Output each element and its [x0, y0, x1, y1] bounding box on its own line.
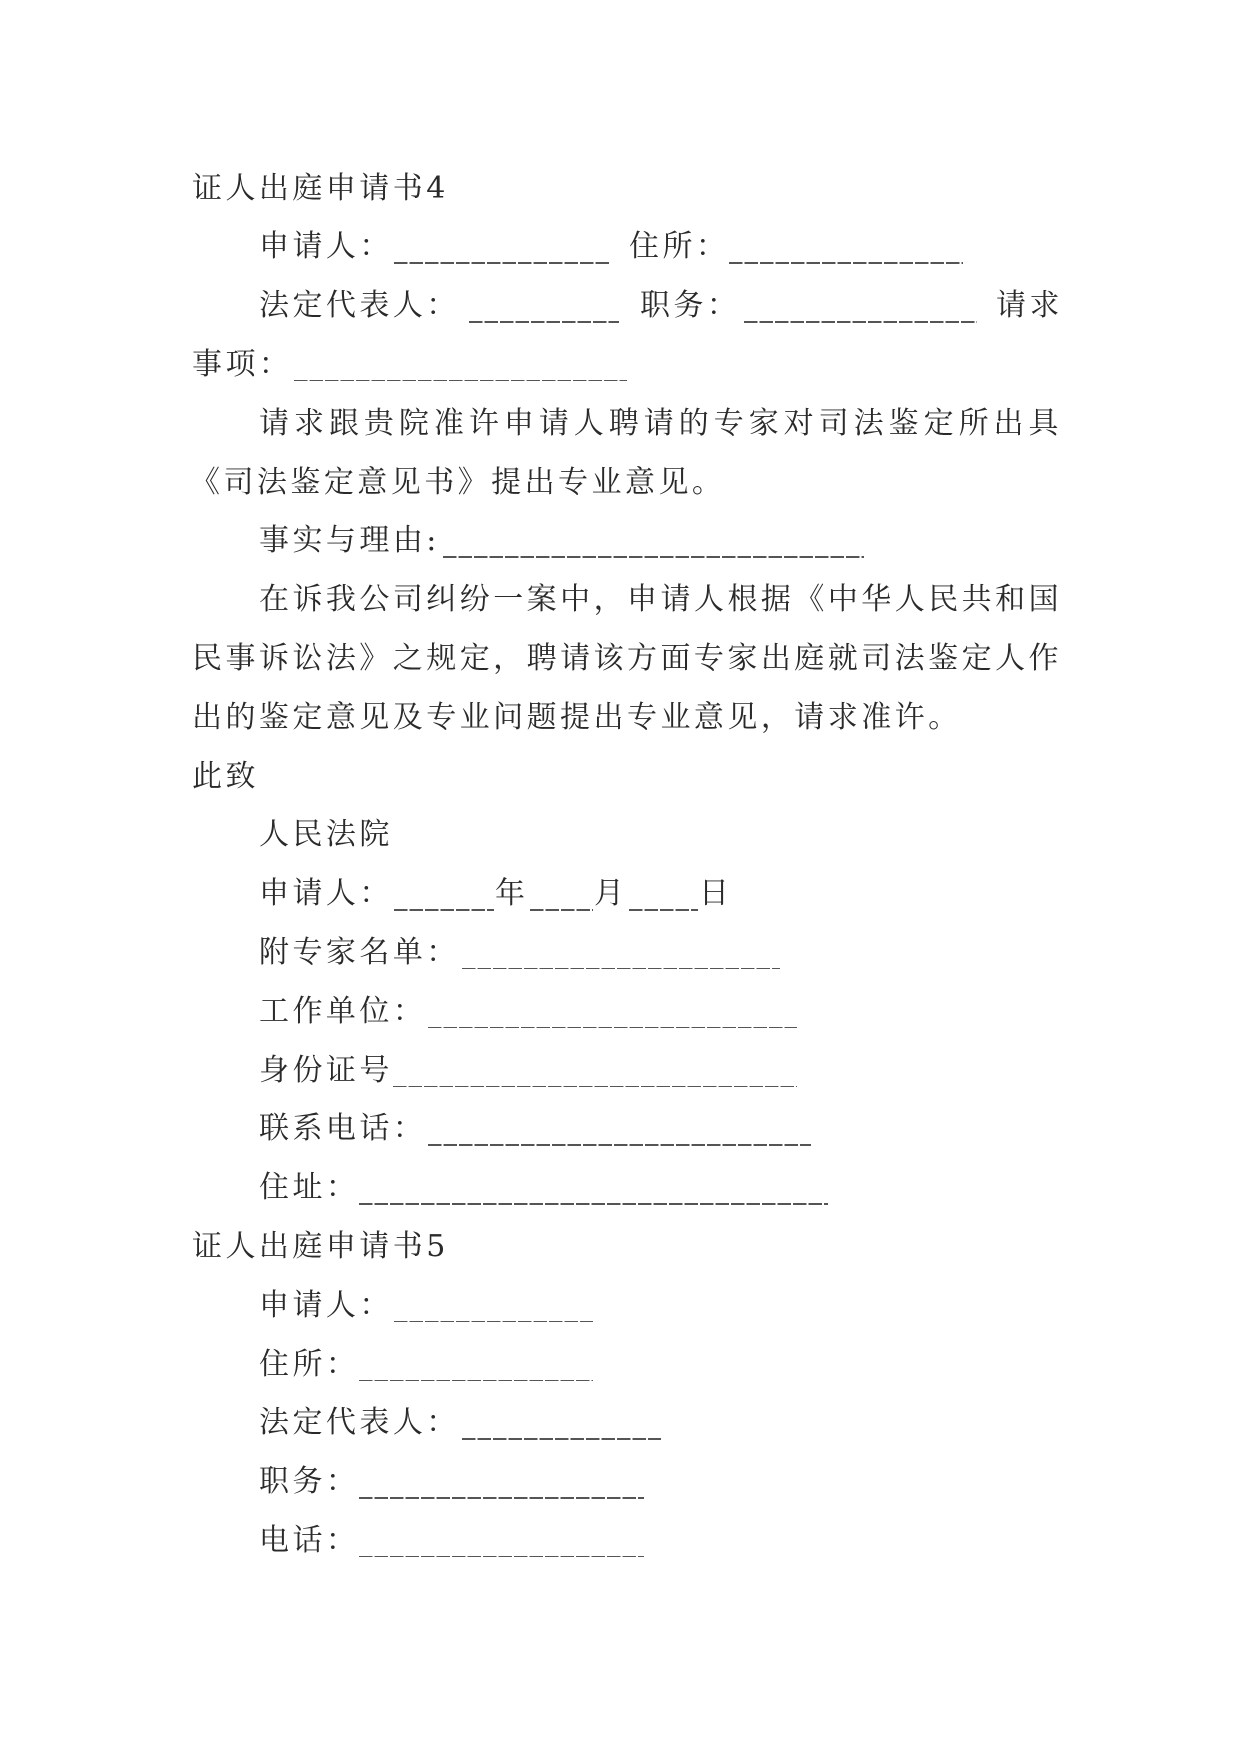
- address-blank-line: [359, 1203, 828, 1204]
- request-items-label-end: 事项：: [192, 347, 293, 382]
- doc4-phone-row: [0, 1100, 1241, 1159]
- doc4-request-paragraph-line: [0, 454, 1241, 513]
- doc4-id-number-row: [0, 1042, 1241, 1101]
- year-label: 年: [495, 876, 529, 912]
- id-number-blank-line: [393, 1086, 797, 1087]
- phone-label: 电话：: [259, 1523, 360, 1558]
- doc5-residence-row: [0, 1336, 1241, 1395]
- residence-label: 住所：: [629, 229, 730, 265]
- signature-applicant-label: 申请人：: [259, 876, 393, 912]
- facts-text-line: 在诉我公司纠纷一案中，申请人根据《中华人民共和国: [259, 582, 1063, 618]
- day-label: 日: [699, 876, 733, 912]
- facts-label: 事实与理由:: [259, 523, 440, 559]
- doc4-request-items-row: [0, 336, 1241, 395]
- applicant-label: 申请人：: [259, 229, 393, 265]
- doc4-request-paragraph-line: [0, 395, 1241, 454]
- address-label: 住址：: [259, 1170, 360, 1206]
- expert-list-blank-line: [462, 968, 780, 969]
- doc4-facts-paragraph-line: [0, 571, 1241, 630]
- doc4-work-unit-row: [0, 983, 1241, 1042]
- legal-rep-label: 法定代表人：: [259, 1405, 460, 1441]
- legal-rep-label: 法定代表人：: [259, 288, 460, 324]
- doc5-title-line: [0, 1218, 1241, 1277]
- doc4-address-row: [0, 1159, 1241, 1218]
- applicant-label: 申请人：: [259, 1287, 393, 1323]
- request-text-line: 《司法鉴定意见书》提出专业意见。: [190, 464, 726, 500]
- applicant-blank-line: [394, 1321, 593, 1322]
- facts-blank-line: [443, 556, 864, 557]
- doc4-applicant-row: [0, 218, 1241, 277]
- doc4-legal-rep-row: [0, 277, 1241, 336]
- doc4-expert-list-row: [0, 924, 1241, 983]
- position-label: 职务：: [640, 288, 741, 324]
- contact-phone-blank-line: [428, 1144, 811, 1145]
- residence-blank-line: [729, 262, 963, 263]
- doc5-legal-rep-row: [0, 1394, 1241, 1453]
- doc5-applicant-row: [0, 1277, 1241, 1336]
- residence-blank-line: [359, 1380, 593, 1381]
- doc5-title: 证人出庭申请书5: [192, 1229, 449, 1264]
- court-name: 人民法院: [259, 817, 393, 853]
- day-blank-line: [629, 909, 698, 910]
- doc4-court-line: [0, 806, 1241, 865]
- doc4-title: 证人出庭申请书4: [192, 170, 449, 206]
- position-blank-line: [359, 1497, 644, 1498]
- request-items-label-start: 请求: [996, 288, 1063, 324]
- applicant-blank-line: [394, 262, 610, 263]
- month-blank-line: [530, 909, 593, 910]
- month-label: 月: [594, 876, 628, 912]
- doc5-phone-row: [0, 1512, 1241, 1571]
- work-unit-blank-line: [428, 1027, 797, 1028]
- salutation: 此致: [192, 758, 259, 794]
- doc4-title-line: [0, 160, 1241, 219]
- position-blank-line: [744, 321, 977, 322]
- work-unit-label: 工作单位：: [259, 993, 427, 1029]
- doc4-facts-paragraph-line: [0, 630, 1241, 689]
- legal-rep-blank-line: [462, 1438, 661, 1439]
- doc5-position-row: [0, 1453, 1241, 1512]
- doc4-signature-date-row: [0, 865, 1241, 924]
- doc4-salutation-line: [0, 748, 1241, 807]
- residence-label: 住所：: [259, 1346, 360, 1382]
- doc4-facts-paragraph-line: [0, 689, 1241, 748]
- expert-list-label: 附专家名单：: [259, 935, 460, 970]
- position-label: 职务：: [259, 1464, 360, 1500]
- year-blank-line: [394, 909, 494, 910]
- contact-phone-label: 联系电话：: [259, 1111, 427, 1147]
- facts-text-line: 民事诉讼法》之规定，聘请该方面专家出庭就司法鉴定人作: [192, 641, 1062, 676]
- request-text-line: 请求跟贵院准许申请人聘请的专家对司法鉴定所出具: [259, 405, 1062, 441]
- facts-text-line: 出的鉴定意见及专业问题提出专业意见，请求准许。: [192, 699, 962, 735]
- id-number-label: 身份证号: [259, 1052, 393, 1088]
- request-items-blank-line: [294, 380, 627, 381]
- legal-rep-blank-line: [469, 321, 619, 322]
- doc4-facts-row: [0, 512, 1241, 571]
- phone-blank-line: [359, 1556, 644, 1557]
